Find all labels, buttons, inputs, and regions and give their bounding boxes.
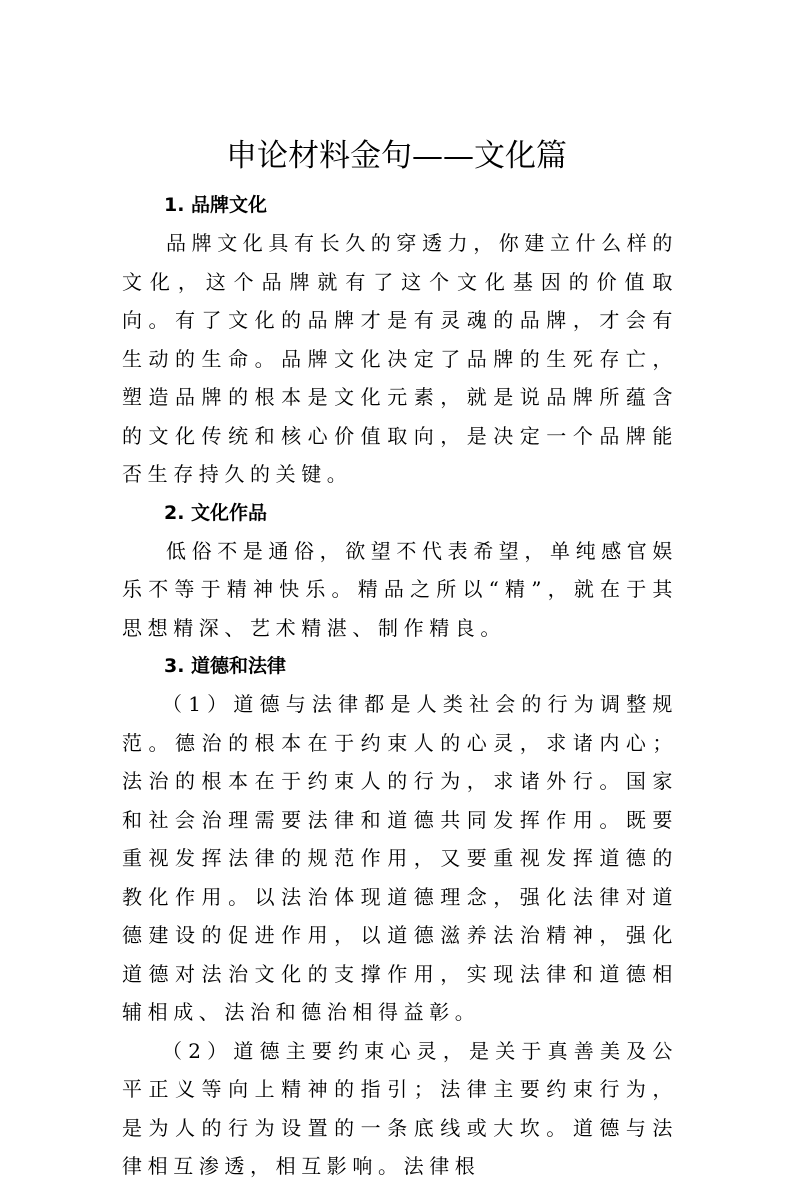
section-heading-cultural-works: 2. 文化作品 [164,501,268,524]
paragraph-morality-law-2: （2）道德主要约束心灵，是关于真善美及公平正义等向上精神的指引；法律主要约束行为，是为人的行为设置的一条底线或大坎。道德与法律相互渗透，相互影响。法律根 [122,1038,678,1178]
paragraph-brand-culture: 品牌文化具有长久的穿透力，你建立什么样的文化，这个品牌就有了这个文化基因的价值取向。有了文化的品牌才是有灵魂的品牌，才会有生动的生命。品牌文化决定了品牌的生死存亡，塑造品牌的根本是文化元素，就是说品牌所蕴含的文化传统和核心价值取向，是决定一个品牌能否生存持久的关键。 [122,231,678,486]
paragraph-morality-law-1: （1）道德与法律都是人类社会的行为调整规范。德治的根本在于约束人的心灵，求诸内心；法治的根本在于约束人的行为，求诸外行。国家和社会治理需要法律和道德共同发挥作用。既要重视发挥法律的规范作用，又要重视发挥道德的教化作用。以法治体现道德理念，强化法律对道德建设的促进作用，以道德滋养法治精神，强化道德对法治文化的支撑作用，实现法律和道德相辅相成、法治和德治相得益彰。 [122,692,678,1024]
document-title: 申论材料金句——文化篇 [226,138,567,174]
document-body [122,186,678,1186]
section-heading-brand-culture: 1. 品牌文化 [164,194,268,216]
paragraph-cultural-works: 低俗不是通俗，欲望不代表希望，单纯感官娱乐不等于精神快乐。精品之所以“精”，就在于其思想精深、艺术精湛、制作精良。 [122,538,678,640]
section-heading-morality-law: 3. 道德和法律 [164,655,287,677]
